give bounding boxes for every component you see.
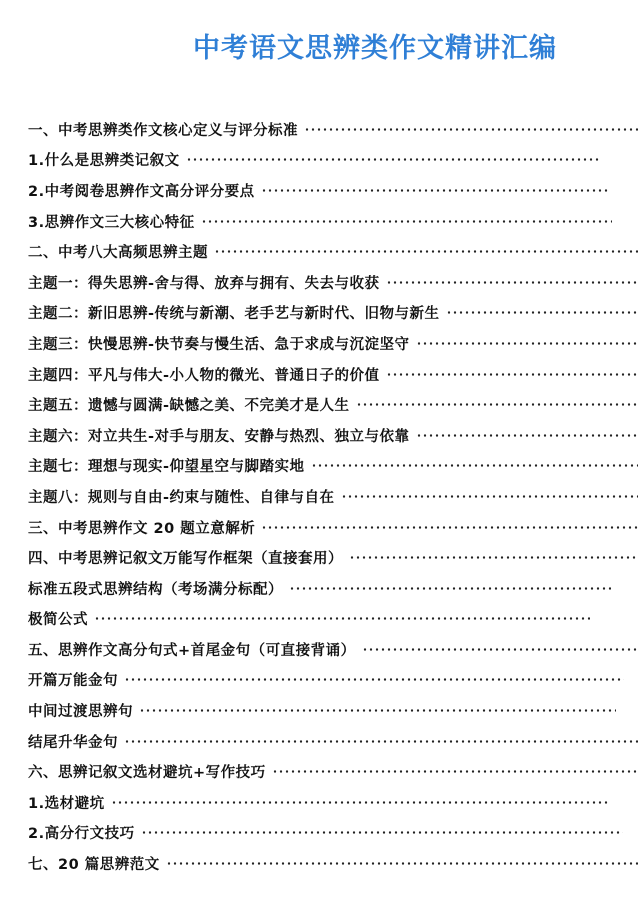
toc-entry[interactable] [28,542,640,573]
toc-entry-label: 主题四：平凡与伟大-小人物的微光、普通日子的价值 [28,367,380,384]
toc-entry[interactable] [28,389,640,420]
toc-entry-label: 标准五段式思辨结构（考场满分标配） [28,581,283,598]
toc-entry[interactable] [28,206,640,237]
toc-entry[interactable] [28,695,640,726]
toc-dot-leader [416,434,638,437]
toc-entry-label: 结尾升华金句 [28,734,118,751]
toc-dot-leader [201,220,612,223]
toc-entry-label: 主题七：理想与现实-仰望星空与脚踏实地 [28,459,305,476]
toc-dot-leader [214,250,638,253]
toc-entry-label: 三、中考思辨作文 20 题立意解析 [28,520,256,537]
toc-dot-leader [261,526,638,529]
toc-entry-label: 六、思辨记叙文选材避坑+写作技巧 [28,765,266,782]
toc-dot-leader [416,342,638,345]
toc-dot-leader [446,311,638,314]
toc-entry-label: 主题六：对立共生-对手与朋友、安静与热烈、独立与依靠 [28,428,410,445]
toc-entry[interactable] [28,420,640,451]
toc-entry[interactable] [28,114,640,145]
toc-entry[interactable] [28,634,640,665]
toc-dot-leader [141,831,623,834]
toc-entry[interactable] [28,481,640,512]
toc-entry-label: 主题一：得失思辨-舍与得、放弃与拥有、失去与收获 [28,275,380,292]
toc-entry-label: 1.选材避坑 [28,795,105,812]
toc-entry[interactable] [28,298,640,329]
toc-entry[interactable] [28,848,640,879]
toc-entry[interactable] [28,756,640,787]
toc-entry[interactable] [28,726,640,757]
toc-entry[interactable] [28,236,640,267]
toc-entry[interactable] [28,787,640,818]
toc-entry[interactable] [28,359,640,390]
toc-entry[interactable] [28,665,640,696]
toc-entry-label: 2.中考阅卷思辨作文高分评分要点 [28,183,255,200]
toc-dot-leader [289,587,611,590]
toc-entry-label: 中间过渡思辨句 [28,704,133,721]
toc-entry-label: 主题五：遗憾与圆满-缺憾之美、不完美才是人生 [28,398,350,415]
toc-entry-label: 极简公式 [28,612,88,629]
toc-entry-label: 一、中考思辨类作文核心定义与评分标准 [28,122,298,139]
toc-dot-leader [356,403,638,406]
toc-entry[interactable] [28,604,640,635]
toc-entry-label: 二、中考八大高频思辨主题 [28,245,208,262]
toc-dot-leader [349,556,638,559]
toc-entry-label: 四、中考思辨记叙文万能写作框架（直接套用） [28,551,343,568]
toc-dot-leader [272,770,638,773]
toc-dot-leader [386,373,638,376]
toc-entry-label: 五、思辨作文高分句式+首尾金句（可直接背诵） [28,642,356,659]
table-of-contents [28,114,640,879]
toc-dot-leader [124,678,624,681]
toc-entry[interactable] [28,818,640,849]
toc-dot-leader [341,495,638,498]
toc-entry-label: 七、20 篇思辨范文 [28,857,160,874]
toc-entry-label: 1.什么是思辨类记叙文 [28,153,180,170]
toc-entry-label: 2.高分行文技巧 [28,826,135,843]
toc-dot-leader [362,648,638,651]
toc-dot-leader [386,281,638,284]
toc-entry[interactable] [28,175,640,206]
toc-dot-leader [94,617,590,620]
toc-entry-label: 主题二：新旧思辨-传统与新潮、老手艺与新时代、旧物与新生 [28,306,440,323]
document-title: 中考语文思辨类作文精讲汇编 [193,33,557,64]
toc-dot-leader [139,709,616,712]
toc-entry-label: 主题三：快慢思辨-快节奏与慢生活、急于求成与沉淀坚守 [28,336,410,353]
toc-dot-leader [186,158,601,161]
toc-entry[interactable] [28,328,640,359]
toc-entry[interactable] [28,451,640,482]
toc-dot-leader [261,189,608,192]
toc-entry[interactable] [28,573,640,604]
toc-entry-label: 开篇万能金句 [28,673,118,690]
toc-entry[interactable] [28,512,640,543]
toc-dot-leader [111,801,609,804]
toc-dot-leader [166,862,638,865]
toc-entry-label: 3.思辨作文三大核心特征 [28,214,195,231]
toc-dot-leader [124,740,638,743]
toc-dot-leader [304,128,638,131]
toc-entry-label: 主题八：规则与自由-约束与随性、自律与自在 [28,489,335,506]
toc-entry[interactable] [28,267,640,298]
toc-entry[interactable] [28,145,640,176]
toc-dot-leader [311,464,638,467]
